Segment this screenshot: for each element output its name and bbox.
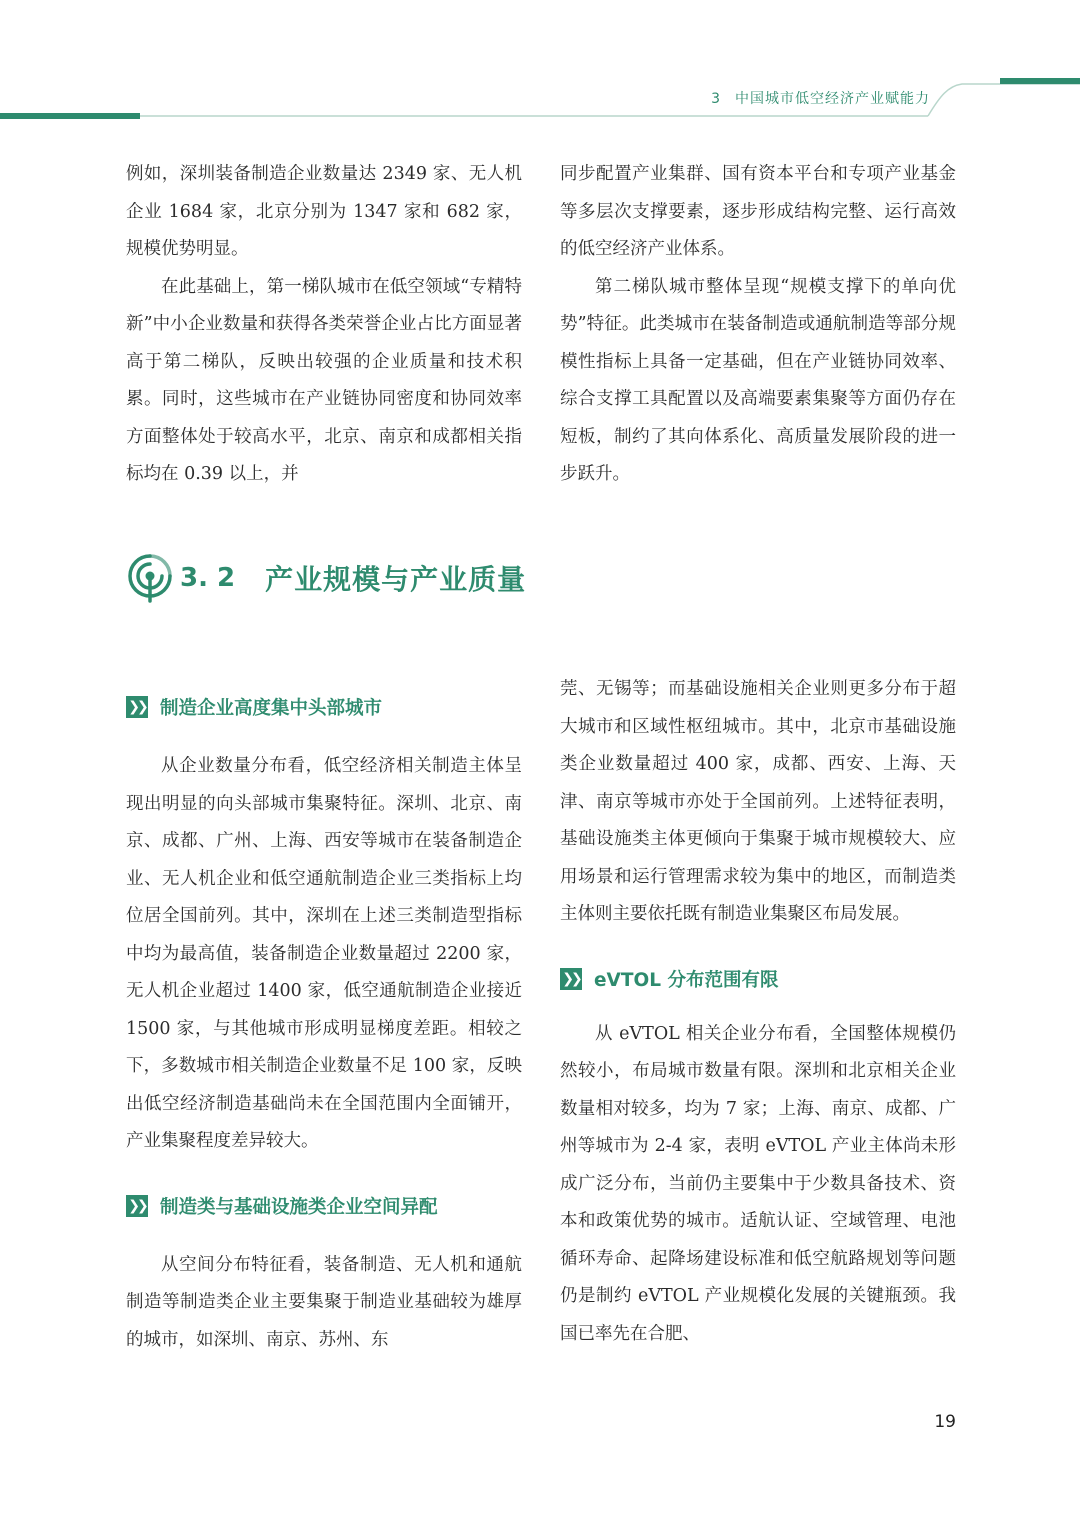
bottom-right-column	[560, 671, 956, 1353]
double-chevron-icon: ❯❯	[560, 968, 582, 990]
paragraph: 从企业数量分布看，低空经济相关制造主体呈现出明显的向头部城市集聚特征。深圳、北京、南京、成都、广州、上海、西安等城市在装备制造企业、无人机企业和低空通航制造企业三类指标上均位居全国前列。其中，深圳在上述三类制造型指标中均为最高值，装备制造企业数量超过 2200 家，无人机企业超过 1400 家，低空通航制造企业接近 1500 家，与其他城市形成明显梯度差距。相较之下，多数城市相关制造企业数量不足 100 家，反映出低空经济制造基础尚未在全国范围内全面铺开，产业集聚程度差异较大。	[126, 756, 522, 1151]
top-right-column	[560, 156, 956, 494]
location-pin-icon	[126, 552, 174, 604]
subsection-heading	[126, 1191, 522, 1221]
chapter-title: 中国城市低空经济产业赋能力	[735, 91, 930, 107]
top-left-column	[126, 156, 522, 494]
double-chevron-icon: ❯❯	[126, 696, 148, 718]
header-tab-outline	[928, 84, 1080, 116]
subsection-title: 制造类与基础设施类企业空间异配	[160, 1196, 438, 1218]
section-heading	[126, 552, 526, 604]
paragraph: 莞、无锡等；而基础设施相关企业则更多分布于超大城市和区域性枢纽城市。其中，北京市基础设施类企业数量超过 400 家，成都、西安、上海、天津、南京等城市亦处于全国前列。上述特征表明，基础设施类主体更倾向于集聚于城市规模较大、应用场景和运行管理需求较为集中的地区，而制造类主体则主要依托既有制造业集聚区布局发展。	[560, 679, 956, 924]
header-divider-accent-right	[1000, 78, 1080, 84]
page-number: 19	[934, 1412, 956, 1432]
subsection-heading	[126, 692, 522, 722]
header-decoration	[0, 0, 1080, 130]
subsection-heading	[560, 964, 956, 994]
paragraph: 例如，深圳装备制造企业数量达 2349 家、无人机企业 1684 家，北京分别为 1347 家和 682 家，规模优势明显。	[126, 164, 522, 259]
section-number: 3. 2	[180, 563, 236, 593]
chapter-number: 3	[711, 91, 721, 107]
running-header	[711, 88, 930, 108]
subsection-title: 制造企业高度集中头部城市	[160, 698, 383, 719]
bottom-left-column	[126, 692, 522, 1359]
subsection-title: eVTOL 分布范围有限	[594, 969, 779, 991]
header-divider-accent-left	[0, 113, 140, 119]
paragraph: 从 eVTOL 相关企业分布看，全国整体规模仍然较小，布局城市数量有限。深圳和北京相关企业数量相对较多，均为 7 家；上海、南京、成都、广州等城市为 2-4 家，表明 eVTOL 产业主体尚未形成广泛分布，当前仍主要集中于少数具备技术、资本和政策优势的城市。适航认证、空域管理、电池循环寿命、起降场建设标准和低空航路规划等问题仍是制约 eVTOL 产业规模化发展的关键瓶颈。我国已率先在合肥、	[560, 1023, 956, 1344]
paragraph: 从空间分布特征看，装备制造、无人机和通航制造等制造类企业主要集聚于制造业基础较为雄厚的城市，如深圳、南京、苏州、东	[126, 1254, 522, 1350]
paragraph: 第二梯队城市整体呈现“规模支撑下的单向优势”特征。此类城市在装备制造或通航制造等部分规模性指标上具备一定基础，但在产业链协同效率、综合支撑工具配置以及高端要素集聚等方面仍存在短板，制约了其向体系化、高质量发展阶段的进一步跃升。	[560, 276, 956, 484]
section-title: 产业规模与产业质量	[265, 563, 527, 596]
paragraph: 在此基础上，第一梯队城市在低空领域“专精特新”中小企业数量和获得各类荣誉企业占比方面显著高于第二梯队，反映出较强的企业质量和技术积累。同时，这些城市在产业链协同密度和协同效率方面整体处于较高水平，北京、南京和成都相关指标均在 0.39 以上，并	[126, 276, 522, 484]
paragraph: 同步配置产业集群、国有资本平台和专项产业基金等多层次支撑要素，逐步形成结构完整、运行高效的低空经济产业体系。	[560, 164, 956, 259]
double-chevron-icon: ❯❯	[126, 1195, 148, 1217]
